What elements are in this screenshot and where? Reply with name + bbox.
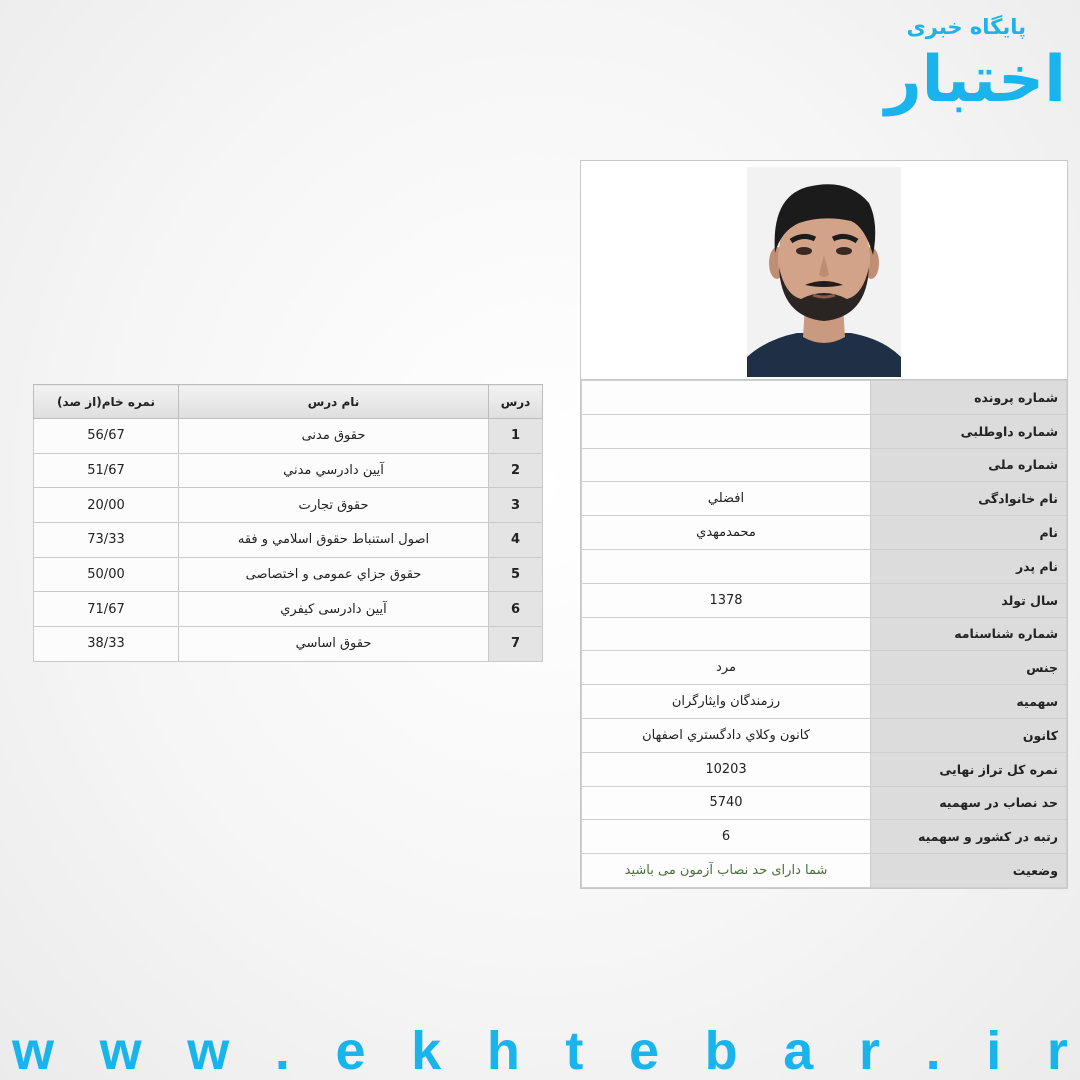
url-char: . <box>925 1021 941 1080</box>
site-logo <box>876 14 1066 134</box>
info-label: سال تولد <box>871 583 1067 617</box>
course-number: 4 <box>489 523 543 558</box>
info-row <box>582 752 1067 786</box>
info-row <box>582 854 1067 888</box>
info-value <box>582 617 871 651</box>
info-row <box>582 448 1067 482</box>
url-char: w <box>187 1021 230 1080</box>
url-char: r <box>858 1021 880 1080</box>
info-label: جنس <box>871 651 1067 685</box>
table-row <box>34 453 543 488</box>
info-row <box>582 482 1067 516</box>
course-score: 38/33 <box>34 627 179 662</box>
info-label: حد نصاب در سهمیه <box>871 786 1067 820</box>
info-row <box>582 718 1067 752</box>
url-char: r <box>1046 1021 1068 1080</box>
course-score: 50/00 <box>34 557 179 592</box>
info-label: نام خانوادگی <box>871 482 1067 516</box>
course-score: 51/67 <box>34 453 179 488</box>
candidate-photo <box>747 167 901 377</box>
info-label: نمره کل تراز نهایی <box>871 752 1067 786</box>
info-row <box>582 583 1067 617</box>
info-label: نام پدر <box>871 549 1067 583</box>
url-char: e <box>335 1021 366 1080</box>
url-char: w <box>99 1021 142 1080</box>
course-number: 5 <box>489 557 543 592</box>
info-row <box>582 651 1067 685</box>
candidate-info-table <box>581 380 1067 888</box>
info-value <box>582 549 871 583</box>
info-label: کانون <box>871 718 1067 752</box>
table-row <box>34 557 543 592</box>
course-name: آيين دادرسي مدني <box>179 453 489 488</box>
url-char: w <box>12 1021 55 1080</box>
course-number: 6 <box>489 592 543 627</box>
candidate-profile-panel <box>580 160 1068 889</box>
info-label: نام <box>871 516 1067 550</box>
course-score: 71/67 <box>34 592 179 627</box>
course-number: 3 <box>489 488 543 523</box>
table-row <box>34 592 543 627</box>
course-score: 56/67 <box>34 419 179 454</box>
course-score: 73/33 <box>34 523 179 558</box>
table-row <box>34 627 543 662</box>
info-label: وضعیت <box>871 854 1067 888</box>
url-char: k <box>411 1021 442 1080</box>
info-row <box>582 414 1067 448</box>
header-course-number: درس <box>489 385 543 419</box>
site-url <box>0 1022 1080 1080</box>
info-row <box>582 381 1067 415</box>
grades-header-row <box>34 385 543 419</box>
info-value: مرد <box>582 651 871 685</box>
header-raw-score: نمره خام(از صد) <box>34 385 179 419</box>
info-value: كانون وكلاي دادگستري اصفهان <box>582 718 871 752</box>
info-row <box>582 617 1067 651</box>
table-row <box>34 488 543 523</box>
course-name: آيين دادرسی کیفري <box>179 592 489 627</box>
info-value <box>582 381 871 415</box>
table-row <box>34 419 543 454</box>
url-char: t <box>565 1021 584 1080</box>
info-label: شماره ملی <box>871 448 1067 482</box>
info-label: شماره داوطلبی <box>871 414 1067 448</box>
info-value: 1378 <box>582 583 871 617</box>
info-row <box>582 820 1067 854</box>
url-char: b <box>704 1021 738 1080</box>
info-value: افضلي <box>582 482 871 516</box>
url-char: e <box>629 1021 660 1080</box>
url-char: . <box>274 1021 290 1080</box>
info-row <box>582 685 1067 719</box>
info-label: رتبه در کشور و سهمیه <box>871 820 1067 854</box>
course-number: 2 <box>489 453 543 488</box>
info-row <box>582 786 1067 820</box>
logo-subtitle: پایگاه خبری <box>906 15 1026 39</box>
course-name: حقوق اساسي <box>179 627 489 662</box>
header-course-name: نام درس <box>179 385 489 419</box>
course-score: 20/00 <box>34 488 179 523</box>
table-row <box>34 523 543 558</box>
course-number: 1 <box>489 419 543 454</box>
info-label: شماره پرونده <box>871 381 1067 415</box>
info-value <box>582 414 871 448</box>
url-char: i <box>986 1021 1002 1080</box>
photo-container <box>581 161 1067 380</box>
course-name: حقوق مدنی <box>179 419 489 454</box>
info-value: 6 <box>582 820 871 854</box>
course-number: 7 <box>489 627 543 662</box>
info-value <box>582 448 871 482</box>
info-value: 5740 <box>582 786 871 820</box>
info-row <box>582 516 1067 550</box>
info-label: سهميه <box>871 685 1067 719</box>
url-char: h <box>486 1021 520 1080</box>
info-value: محمدمهدي <box>582 516 871 550</box>
status-value: شما دارای حد نصاب آزمون می باشید <box>582 854 871 888</box>
course-name: حقوق تجارت <box>179 488 489 523</box>
url-char: a <box>783 1021 814 1080</box>
logo-title: اختبار <box>884 43 1066 117</box>
info-value: 10203 <box>582 752 871 786</box>
info-value: رزمندگان وايثارگران <box>582 685 871 719</box>
course-name: اصول استنباط حقوق اسلامي و فقه <box>179 523 489 558</box>
course-name: حقوق جزاي عمومی و اختصاصی <box>179 557 489 592</box>
info-row <box>582 549 1067 583</box>
info-label: شماره شناسنامه <box>871 617 1067 651</box>
grades-table <box>33 384 543 662</box>
